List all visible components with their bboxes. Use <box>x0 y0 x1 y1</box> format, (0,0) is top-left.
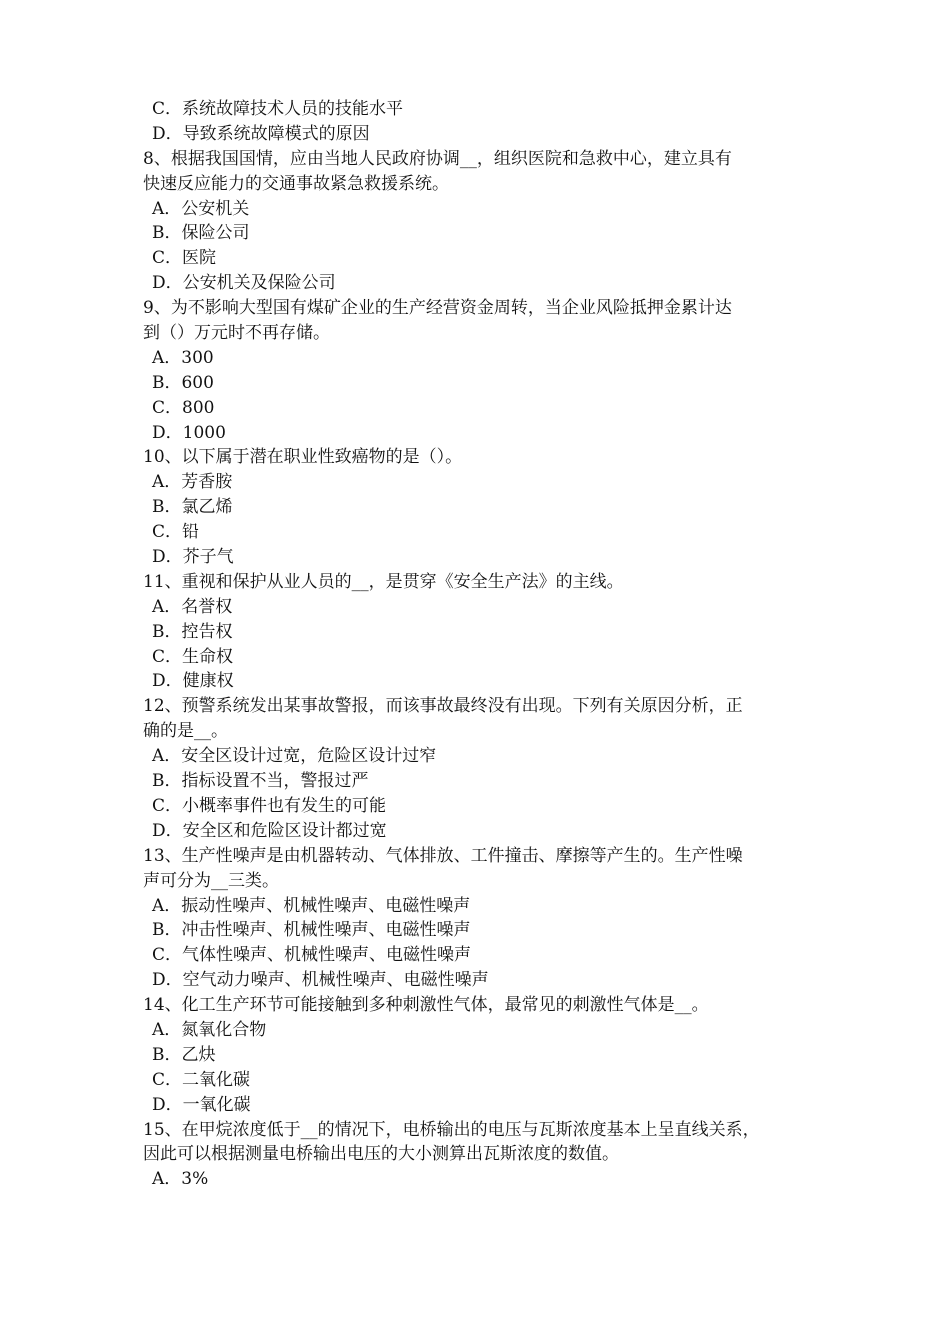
answer-option: C．生命权 <box>152 646 234 667</box>
question-text-line: 声可分为__三类。 <box>143 870 279 891</box>
answer-option: C．气体性噪声、机械性噪声、电磁性噪声 <box>152 945 472 966</box>
answer-option: D．空气动力噪声、机械性噪声、电磁性噪声 <box>152 970 489 991</box>
question-text-line: 确的是__。 <box>143 721 228 742</box>
document-body <box>143 97 815 1192</box>
answer-option: A．安全区设计过宽，危险区设计过窄 <box>152 746 437 767</box>
answer-option: D．公安机关及保险公司 <box>152 273 336 294</box>
answer-option: A．300 <box>152 347 214 368</box>
question-item <box>143 147 815 197</box>
question-text-line: 15、在甲烷浓度低于__的情况下，电桥输出的电压与瓦斯浓度基本上呈直线关系， <box>143 1119 760 1140</box>
answer-option: B．600 <box>152 372 214 393</box>
question-text-line: 8、根据我国国情，应由当地人民政府协调__，组织医院和急救中心，建立具有 <box>143 148 732 169</box>
answer-option: A．氮氧化合物 <box>152 1019 267 1040</box>
answer-option: C．铅 <box>152 522 200 543</box>
question-text-line: 快速反应能力的交通事故紧急救援系统。 <box>143 173 449 194</box>
answer-option: C．800 <box>152 397 215 418</box>
question-text-line: 12、预警系统发出某事故警报，而该事故最终没有出现。下列有关原因分析，正 <box>143 696 743 717</box>
answer-option: A．3% <box>152 1169 209 1190</box>
answer-option: D．一氧化碳 <box>152 1094 251 1115</box>
answer-option: B．冲击性噪声、机械性噪声、电磁性噪声 <box>152 920 471 941</box>
question-text-line: 9、为不影响大型国有煤矿企业的生产经营资金周转，当企业风险抵押金累计达 <box>143 298 732 319</box>
question-text-line: 到（）万元时不再存储。 <box>143 323 330 344</box>
answer-option: B．保险公司 <box>152 223 250 244</box>
answer-option: B．乙炔 <box>152 1044 216 1065</box>
question-text-line: 13、生产性噪声是由机器转动、气体排放、工件撞击、摩擦等产生的。生产性噪 <box>143 845 743 866</box>
answer-option: D．导致系统故障模式的原因 <box>152 123 370 144</box>
answer-option: B．指标设置不当，警报过严 <box>152 771 369 792</box>
question-text-line: 14、化工生产环节可能接触到多种刺激性气体，最常见的刺激性气体是__。 <box>143 995 709 1016</box>
question-item <box>143 993 815 1018</box>
question-text-line: 因此可以根据测量电桥输出电压的大小测算出瓦斯浓度的数值。 <box>143 1144 619 1165</box>
question-item <box>143 844 815 894</box>
answer-option: D．1000 <box>152 422 226 443</box>
question-item <box>143 694 815 744</box>
answer-option: C．系统故障技术人员的技能水平 <box>152 99 404 119</box>
answer-option: B．氯乙烯 <box>152 497 233 518</box>
answer-option: B．控告权 <box>152 621 233 642</box>
answer-option: A．芳香胺 <box>152 472 233 493</box>
question-item <box>143 570 815 595</box>
question-item <box>143 1118 815 1168</box>
answer-option: D．安全区和危险区设计都过宽 <box>152 820 387 841</box>
answer-option: A．振动性噪声、机械性噪声、电磁性噪声 <box>152 895 471 916</box>
question-text-line: 10、以下属于潜在职业性致癌物的是（）。 <box>143 447 463 468</box>
question-text-line: 11、重视和保护从业人员的__，是贯穿《安全生产法》的主线。 <box>143 571 624 592</box>
answer-option: A．名誉权 <box>152 596 233 617</box>
answer-option: D．芥子气 <box>152 547 234 568</box>
question-item <box>143 445 815 470</box>
answer-option: D．健康权 <box>152 671 234 692</box>
answer-option: C．二氧化碳 <box>152 1069 251 1090</box>
answer-option: A．公安机关 <box>152 198 250 219</box>
answer-option: C．医院 <box>152 248 217 269</box>
answer-option: C．小概率事件也有发生的可能 <box>152 795 387 816</box>
question-item <box>143 296 815 346</box>
